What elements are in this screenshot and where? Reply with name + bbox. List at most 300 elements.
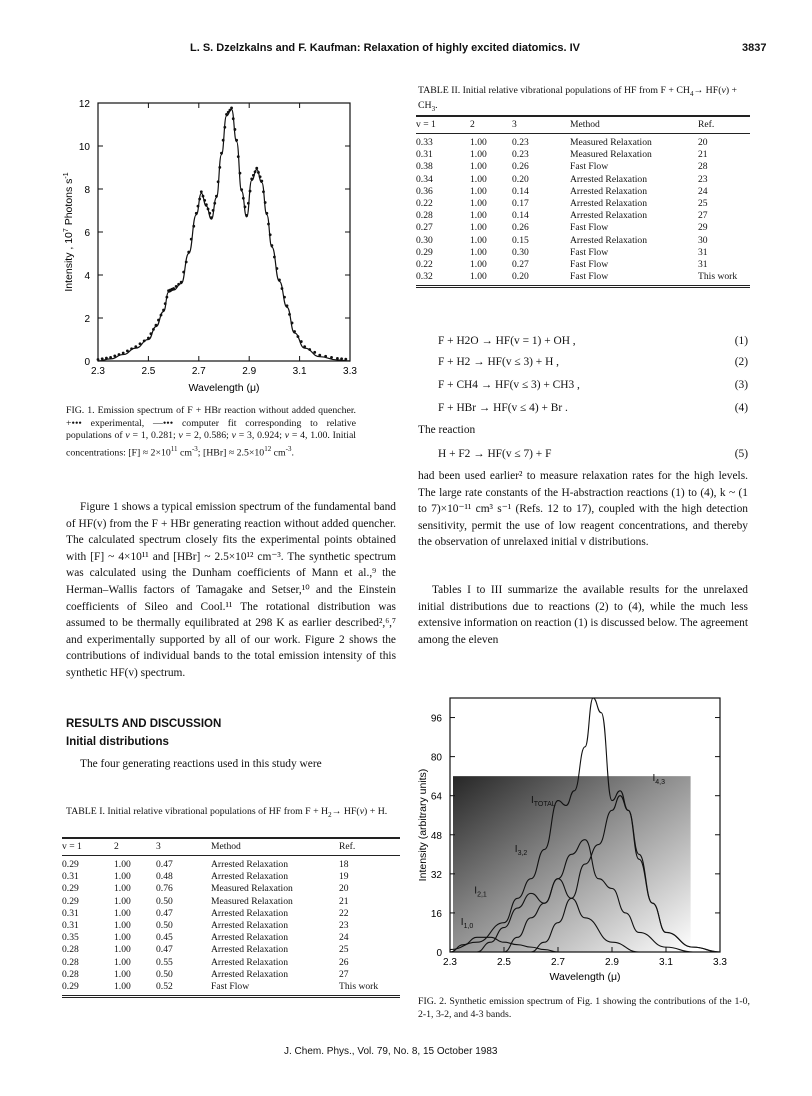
data-point xyxy=(139,342,142,345)
data-point xyxy=(255,167,258,170)
data-point xyxy=(344,358,347,361)
table-cell: 0.28 xyxy=(62,944,79,956)
equation-text: F + HBr → HF(v ≤ 4) + Br . xyxy=(438,402,568,414)
x-axis-label: Wavelength (μ) xyxy=(188,382,260,394)
table-cell: Fast Flow xyxy=(570,271,609,283)
x-tick-label: 2.9 xyxy=(242,366,257,377)
table-cell: 0.17 xyxy=(512,198,529,210)
table-cell: Arrested Relaxation xyxy=(570,234,647,246)
data-point xyxy=(239,172,242,175)
table-cell: Arrested Relaxation xyxy=(211,932,288,944)
table-header-row xyxy=(62,839,400,856)
table-row xyxy=(62,981,400,993)
data-point xyxy=(160,314,163,317)
table-cell: 24 xyxy=(698,185,708,197)
subsection-heading: Initial distributions xyxy=(66,736,169,748)
data-point xyxy=(232,117,235,120)
data-point xyxy=(230,107,233,110)
y-axis-label: Intensity , $10^7$ Photons $s^{-1}$ xyxy=(63,172,75,292)
table-row xyxy=(62,856,400,872)
table-row xyxy=(416,134,750,150)
x-tick-label: 2.5 xyxy=(141,366,156,377)
table-cell: 20 xyxy=(698,137,708,148)
data-point xyxy=(259,175,262,178)
table-row xyxy=(416,259,750,271)
data-point xyxy=(182,271,185,274)
table-cell: Arrested Relaxation xyxy=(570,198,647,210)
equation-number: (2) xyxy=(734,356,748,368)
table-cell: 23 xyxy=(339,920,349,932)
data-point xyxy=(217,180,220,183)
equation-text: H + F2 → HF(v ≤ 7) + F xyxy=(438,448,552,460)
table-cell: 1.00 xyxy=(470,234,487,246)
table-header-cell: Method xyxy=(211,839,339,856)
table-row xyxy=(416,149,750,161)
table-cell: 1.00 xyxy=(114,871,131,883)
data-point xyxy=(264,201,267,204)
table-cell: 20 xyxy=(339,883,349,895)
x-tick-label: 3.1 xyxy=(659,957,673,968)
data-point xyxy=(336,357,339,360)
data-point xyxy=(313,351,316,354)
page-number: 3837 xyxy=(742,42,767,54)
table-cell: Arrested Relaxation xyxy=(211,956,288,968)
table-cell: 0.31 xyxy=(62,920,79,932)
table-header-cell: Ref. xyxy=(339,839,400,856)
x-tick-label: 2.9 xyxy=(605,957,619,968)
equation-5 xyxy=(438,448,748,460)
figure-1-caption: FIG. 1. Emission spectrum of F + HBr reaction without added quencher. +••• experimental, —••• computer fit corresponding to relative populations of v = 1, 0.281; v = 2, 0.586; v = 3, 0.924; v = 4, 1.00. Initial concentrations: $[F] \approx 2\times 10^{11}$ $cm^{-3}$; $[HBr] \approx 2.5\times 10^{12}$ $cm^{-3}$. xyxy=(66,405,357,458)
table-cell: 1.00 xyxy=(114,907,131,919)
data-point xyxy=(187,251,190,254)
series-label: $I_{TOTAL}$ xyxy=(531,795,556,809)
table-cell: Measured Relaxation xyxy=(570,149,652,161)
table-cell: 1.00 xyxy=(114,968,131,980)
right-paragraph-1: had been used earlier² to measure relaxation rates for the high levels. The large rate constants of the H-abstraction reactions (1) to (4), k ~ (1 to 7)×10⁻¹¹ cm³ s⁻¹ (Refs. 12 to 17), coupled with the high detection sensitivity, permit the use of low reagent concentrations, and thereby the observation of unrelaxed initial v distributions. xyxy=(418,470,748,549)
table-cell: 1.00 xyxy=(114,883,131,895)
data-point xyxy=(218,166,221,169)
data-point xyxy=(254,170,257,173)
data-point xyxy=(118,353,121,356)
table-cell: 0.14 xyxy=(512,210,529,222)
table-cell: 0.31 xyxy=(62,907,79,919)
data-point xyxy=(200,190,203,193)
table-cell: 1.00 xyxy=(470,271,487,283)
table-cell: 1.00 xyxy=(470,137,487,148)
figure-2 xyxy=(410,690,750,990)
data-point xyxy=(273,256,276,259)
table-cell: 1.00 xyxy=(470,210,487,222)
data-point xyxy=(270,244,273,247)
table-row xyxy=(62,944,400,956)
y-tick-label: 6 xyxy=(84,228,90,239)
y-tick-label: 0 xyxy=(436,948,442,959)
table-cell: 31 xyxy=(698,246,708,258)
table-cell: 0.27 xyxy=(416,222,433,234)
x-tick-label: 2.3 xyxy=(443,957,457,968)
y-tick-label: 64 xyxy=(430,791,442,803)
table-cell: 0.50 xyxy=(156,895,173,907)
table-cell: 1.00 xyxy=(114,932,131,944)
table-cell: 18 xyxy=(339,859,349,870)
table-cell: Fast Flow xyxy=(570,222,609,234)
table-header-row xyxy=(416,117,750,134)
table-cell: 0.45 xyxy=(156,932,173,944)
data-point xyxy=(165,296,168,299)
table-cell: 25 xyxy=(339,944,349,956)
table-cell: 0.50 xyxy=(156,920,173,932)
x-tick-label: 2.3 xyxy=(91,366,105,377)
table-cell: 0.36 xyxy=(416,185,433,197)
table-cell: 0.28 xyxy=(416,210,433,222)
table-1-title: TABLE I. Initial relative vibrational populations of HF from $F + H_2\to HF(v) + H$. xyxy=(66,806,388,819)
y-tick-label: 96 xyxy=(430,713,442,725)
table-cell: 1.00 xyxy=(470,246,487,258)
table-cell: 0.52 xyxy=(156,981,173,993)
data-point xyxy=(130,347,133,350)
data-point xyxy=(308,348,311,351)
y-tick-label: 48 xyxy=(430,830,442,842)
table-cell: 0.48 xyxy=(156,871,173,883)
table-row xyxy=(416,271,750,283)
series-label: $I_{3,2}$ xyxy=(514,843,528,857)
data-point xyxy=(213,202,216,205)
data-point xyxy=(250,178,253,181)
table-cell: 19 xyxy=(339,871,349,883)
table-cell: 1.00 xyxy=(470,222,487,234)
data-point xyxy=(155,324,158,327)
table-header-cell: v = 1 xyxy=(62,839,114,856)
data-point xyxy=(260,180,263,183)
table-cell: 1.00 xyxy=(114,859,131,870)
table-header-cell: 2 xyxy=(114,839,156,856)
table-cell: 25 xyxy=(698,198,708,210)
table-cell: Arrested Relaxation xyxy=(570,173,647,185)
x-tick-label: 3.3 xyxy=(343,366,357,377)
table-cell: Arrested Relaxation xyxy=(211,871,288,883)
table-cell: 0.26 xyxy=(512,222,529,234)
table-cell: 1.00 xyxy=(114,920,131,932)
table-row xyxy=(416,161,750,173)
table-header-cell: Ref. xyxy=(698,117,750,134)
table-cell: 0.50 xyxy=(156,968,173,980)
table-cell: Fast Flow xyxy=(570,161,609,173)
table-cell: 0.20 xyxy=(512,173,529,185)
table-cell: 0.29 xyxy=(62,883,79,895)
fit-curve xyxy=(98,109,350,361)
equation-number: (4) xyxy=(734,402,748,414)
table-cell: Fast Flow xyxy=(570,246,609,258)
data-point xyxy=(109,356,112,359)
equation-text: F + H2O → HF(v = 1) + OH , xyxy=(438,335,576,347)
figure-2-caption: FIG. 2. Synthetic emission spectrum of Fig. 1 showing the contributions of the 1-0, 2-1, 3-2, and 4-3 bands. xyxy=(418,996,750,1020)
table-cell: 0.31 xyxy=(62,871,79,883)
table-cell: 0.33 xyxy=(416,137,433,148)
series-label: $I_{1,0}$ xyxy=(460,917,474,931)
data-point xyxy=(297,335,300,338)
x-tick-label: 2.5 xyxy=(497,957,511,968)
data-point xyxy=(249,190,252,193)
data-point xyxy=(281,287,284,290)
table-row xyxy=(416,186,750,198)
y-tick-label: 12 xyxy=(78,99,90,110)
equation-3 xyxy=(438,379,748,391)
data-point xyxy=(262,190,265,193)
y-tick-label: 32 xyxy=(430,869,442,881)
data-point xyxy=(195,212,198,215)
table-cell: 0.29 xyxy=(62,981,79,993)
table-cell: 27 xyxy=(698,210,708,222)
table-cell: Fast Flow xyxy=(211,981,250,993)
table-row xyxy=(62,969,400,981)
table-row xyxy=(416,247,750,259)
table-cell: 1.00 xyxy=(470,198,487,210)
data-point xyxy=(252,174,255,177)
table-cell: 23 xyxy=(698,173,708,185)
data-point xyxy=(215,195,218,198)
data-point xyxy=(234,128,237,131)
data-point xyxy=(242,197,245,200)
data-point xyxy=(147,337,150,340)
x-tick-label: 2.7 xyxy=(191,366,206,377)
data-point xyxy=(267,223,270,226)
footer-citation: J. Chem. Phys., Vol. 79, No. 8, 15 October 1983 xyxy=(284,1046,498,1057)
table-cell: 0.47 xyxy=(156,944,173,956)
table-cell: 1.00 xyxy=(114,981,131,993)
data-point xyxy=(177,283,180,286)
data-point xyxy=(157,319,160,322)
y-tick-label: 80 xyxy=(430,752,442,764)
left-paragraph-2: The four generating reactions used in this study were xyxy=(80,758,322,770)
data-point xyxy=(324,355,327,358)
equation-2 xyxy=(438,356,748,368)
table-cell: 0.15 xyxy=(512,234,529,246)
data-point xyxy=(318,354,321,357)
data-point xyxy=(283,296,286,299)
data-point xyxy=(300,340,303,343)
table-row xyxy=(416,198,750,210)
data-point xyxy=(247,202,250,205)
data-point xyxy=(175,285,178,288)
table-cell: Fast Flow xyxy=(570,259,609,271)
table-cell: Measured Relaxation xyxy=(211,895,293,907)
table-cell: 26 xyxy=(339,956,349,968)
table-cell: 0.29 xyxy=(62,859,79,870)
data-point xyxy=(291,322,294,325)
table-cell: Arrested Relaxation xyxy=(570,185,647,197)
data-point xyxy=(340,357,343,360)
table-cell: Arrested Relaxation xyxy=(211,944,288,956)
data-point xyxy=(152,328,155,331)
table-cell: 28 xyxy=(698,161,708,173)
data-point xyxy=(185,261,188,264)
table-cell: 0.29 xyxy=(62,895,79,907)
table-row xyxy=(416,210,750,222)
table-cell: 1.00 xyxy=(114,956,131,968)
data-point xyxy=(97,358,100,361)
table-cell: 1.00 xyxy=(470,173,487,185)
series-label: $I_{2,1}$ xyxy=(474,885,487,899)
y-tick-label: 16 xyxy=(430,908,442,920)
the-reaction-text: The reaction xyxy=(418,424,476,436)
table-cell: This work xyxy=(698,271,738,283)
table-cell: 0.28 xyxy=(62,956,79,968)
table-cell: 27 xyxy=(339,968,349,980)
table-cell: 0.23 xyxy=(512,149,529,161)
data-point xyxy=(330,356,333,359)
table-header-cell: v = 1 xyxy=(416,117,470,134)
data-point xyxy=(245,214,248,217)
y-tick-label: 10 xyxy=(78,142,90,153)
table-cell: 0.30 xyxy=(512,246,529,258)
equation-1 xyxy=(438,335,748,347)
data-point xyxy=(207,208,210,211)
y-tick-label: 2 xyxy=(84,314,90,325)
table-cell: 1.00 xyxy=(470,149,487,161)
table-cell: This work xyxy=(339,981,379,993)
x-tick-label: 2.7 xyxy=(551,957,565,968)
data-point xyxy=(197,205,200,208)
table-cell: 0.47 xyxy=(156,859,173,870)
table-cell: 1.00 xyxy=(114,944,131,956)
data-point xyxy=(286,304,289,307)
table-cell: 29 xyxy=(698,222,708,234)
y-tick-label: 0 xyxy=(84,357,90,368)
series-label: $I_{4,3}$ xyxy=(652,773,666,787)
data-point xyxy=(265,212,268,215)
table-cell: 0.20 xyxy=(512,271,529,283)
data-point xyxy=(220,152,223,155)
table-header-cell: 3 xyxy=(512,117,570,134)
data-point xyxy=(134,345,137,348)
equation-number: (5) xyxy=(734,448,748,460)
table-row xyxy=(62,908,400,920)
right-paragraph-2: Tables I to III summarize the available results for the unrelaxed initial distributions due to reactions (2) to (4), while the much less extensive information on reaction (1) is discussed below. The agreement among the eleven xyxy=(418,584,748,646)
table-row xyxy=(416,174,750,186)
table-row xyxy=(62,932,400,944)
data-point xyxy=(237,155,240,158)
table-cell: 0.14 xyxy=(512,185,529,197)
table-row xyxy=(62,896,400,908)
table-cell: 1.00 xyxy=(470,185,487,197)
data-point xyxy=(288,313,291,316)
data-point xyxy=(192,225,195,228)
equation-4 xyxy=(438,402,748,414)
data-point xyxy=(190,238,193,241)
equation-number: (1) xyxy=(734,335,748,347)
table-2 xyxy=(416,115,750,288)
data-point xyxy=(150,332,153,335)
data-point xyxy=(172,287,175,290)
data-point xyxy=(162,309,165,312)
table-cell: 0.55 xyxy=(156,956,173,968)
table-cell: 0.30 xyxy=(416,234,433,246)
table-cell: 0.38 xyxy=(416,161,433,173)
table-cell: 0.76 xyxy=(156,883,173,895)
table-header-cell: 2 xyxy=(470,117,512,134)
table-cell: 1.00 xyxy=(470,259,487,271)
table-row xyxy=(62,871,400,883)
data-point xyxy=(208,212,211,215)
table-cell: 21 xyxy=(698,149,708,161)
data-point xyxy=(269,233,272,236)
x-tick-label: 3.1 xyxy=(292,366,307,377)
data-point xyxy=(180,281,183,284)
table-cell: 21 xyxy=(339,895,349,907)
table-cell: 0.22 xyxy=(416,259,433,271)
data-point xyxy=(303,345,306,348)
data-point xyxy=(240,188,243,191)
data-point xyxy=(202,195,205,198)
data-point xyxy=(235,139,238,142)
table-row xyxy=(62,920,400,932)
table-row xyxy=(416,222,750,234)
y-tick-label: 8 xyxy=(84,185,90,196)
shaded-overlay xyxy=(453,776,691,952)
data-point xyxy=(223,126,226,129)
table-cell: Measured Relaxation xyxy=(570,137,652,148)
data-point xyxy=(293,330,296,333)
table-cell: 0.26 xyxy=(512,161,529,173)
equation-text: F + H2 → HF(v ≤ 3) + H , xyxy=(438,356,559,368)
data-point xyxy=(122,352,125,355)
left-paragraph-1: Figure 1 shows a typical emission spectrum of the fundamental band of HF(v) from the F + HBr generating reaction without added quencher. The calculated spectrum closely fits the experimental points obtained with [F] ~ 4×10¹¹ and [HBr] ~ 2.5×10¹² cm⁻³. The synthetic spectrum was calculated using the Dunham coefficients of Mann et al.,⁹ the Herman–Wallis factors of Tamagake and Setser,¹⁰ and the Einstein coefficients of Sileo and Cool.¹¹ The rotational distribution was assumed to be thermally equilibrated at 298 K as earlier described²,⁶,⁷ and experimentally supported by all of our work. Figure 2 shows the contributions of individual bands to the total emission intensity of this synthetic HF(v) spectrum. xyxy=(66,501,396,679)
x-tick-label: 3.3 xyxy=(713,957,727,968)
table-cell: Arrested Relaxation xyxy=(211,859,288,870)
table-cell: 24 xyxy=(339,932,349,944)
table-1 xyxy=(62,837,400,998)
table-cell: Arrested Relaxation xyxy=(570,210,647,222)
running-title: L. S. Dzelzkalns and F. Kaufman: Relaxation of highly excited diatomics. IV xyxy=(190,42,580,54)
table-cell: 22 xyxy=(339,907,349,919)
table-cell: Arrested Relaxation xyxy=(211,907,288,919)
table-cell: 0.28 xyxy=(62,968,79,980)
data-point xyxy=(278,279,281,282)
table-cell: 30 xyxy=(698,234,708,246)
figure-1 xyxy=(58,95,358,400)
table-cell: 1.00 xyxy=(114,895,131,907)
table-header-cell: Method xyxy=(570,117,698,134)
data-point xyxy=(244,205,247,208)
equation-text: F + CH4 → HF(v ≤ 3) + CH3 , xyxy=(438,379,580,391)
table-cell: Arrested Relaxation xyxy=(211,968,288,980)
table-cell: Measured Relaxation xyxy=(211,883,293,895)
data-point xyxy=(257,171,260,174)
table-cell: 0.35 xyxy=(62,932,79,944)
data-point xyxy=(276,267,279,270)
data-point xyxy=(113,355,116,358)
table-row xyxy=(62,883,400,895)
data-point xyxy=(205,203,208,206)
table-cell: 0.47 xyxy=(156,907,173,919)
data-point xyxy=(105,357,108,360)
y-tick-label: 4 xyxy=(84,271,90,282)
table-cell: 0.27 xyxy=(512,259,529,271)
table-cell: 31 xyxy=(698,259,708,271)
data-point xyxy=(212,209,215,212)
table-cell: 1.00 xyxy=(470,161,487,173)
table-header-cell: 3 xyxy=(156,839,211,856)
data-point xyxy=(126,350,129,353)
table-cell: 0.31 xyxy=(416,149,433,161)
data-point xyxy=(101,357,104,360)
equation-number: (3) xyxy=(734,379,748,391)
table-cell: 0.22 xyxy=(416,198,433,210)
x-axis-label: Wavelength (μ) xyxy=(549,971,621,983)
table-row xyxy=(416,235,750,247)
table-cell: 0.23 xyxy=(512,137,529,148)
data-point xyxy=(210,216,213,219)
